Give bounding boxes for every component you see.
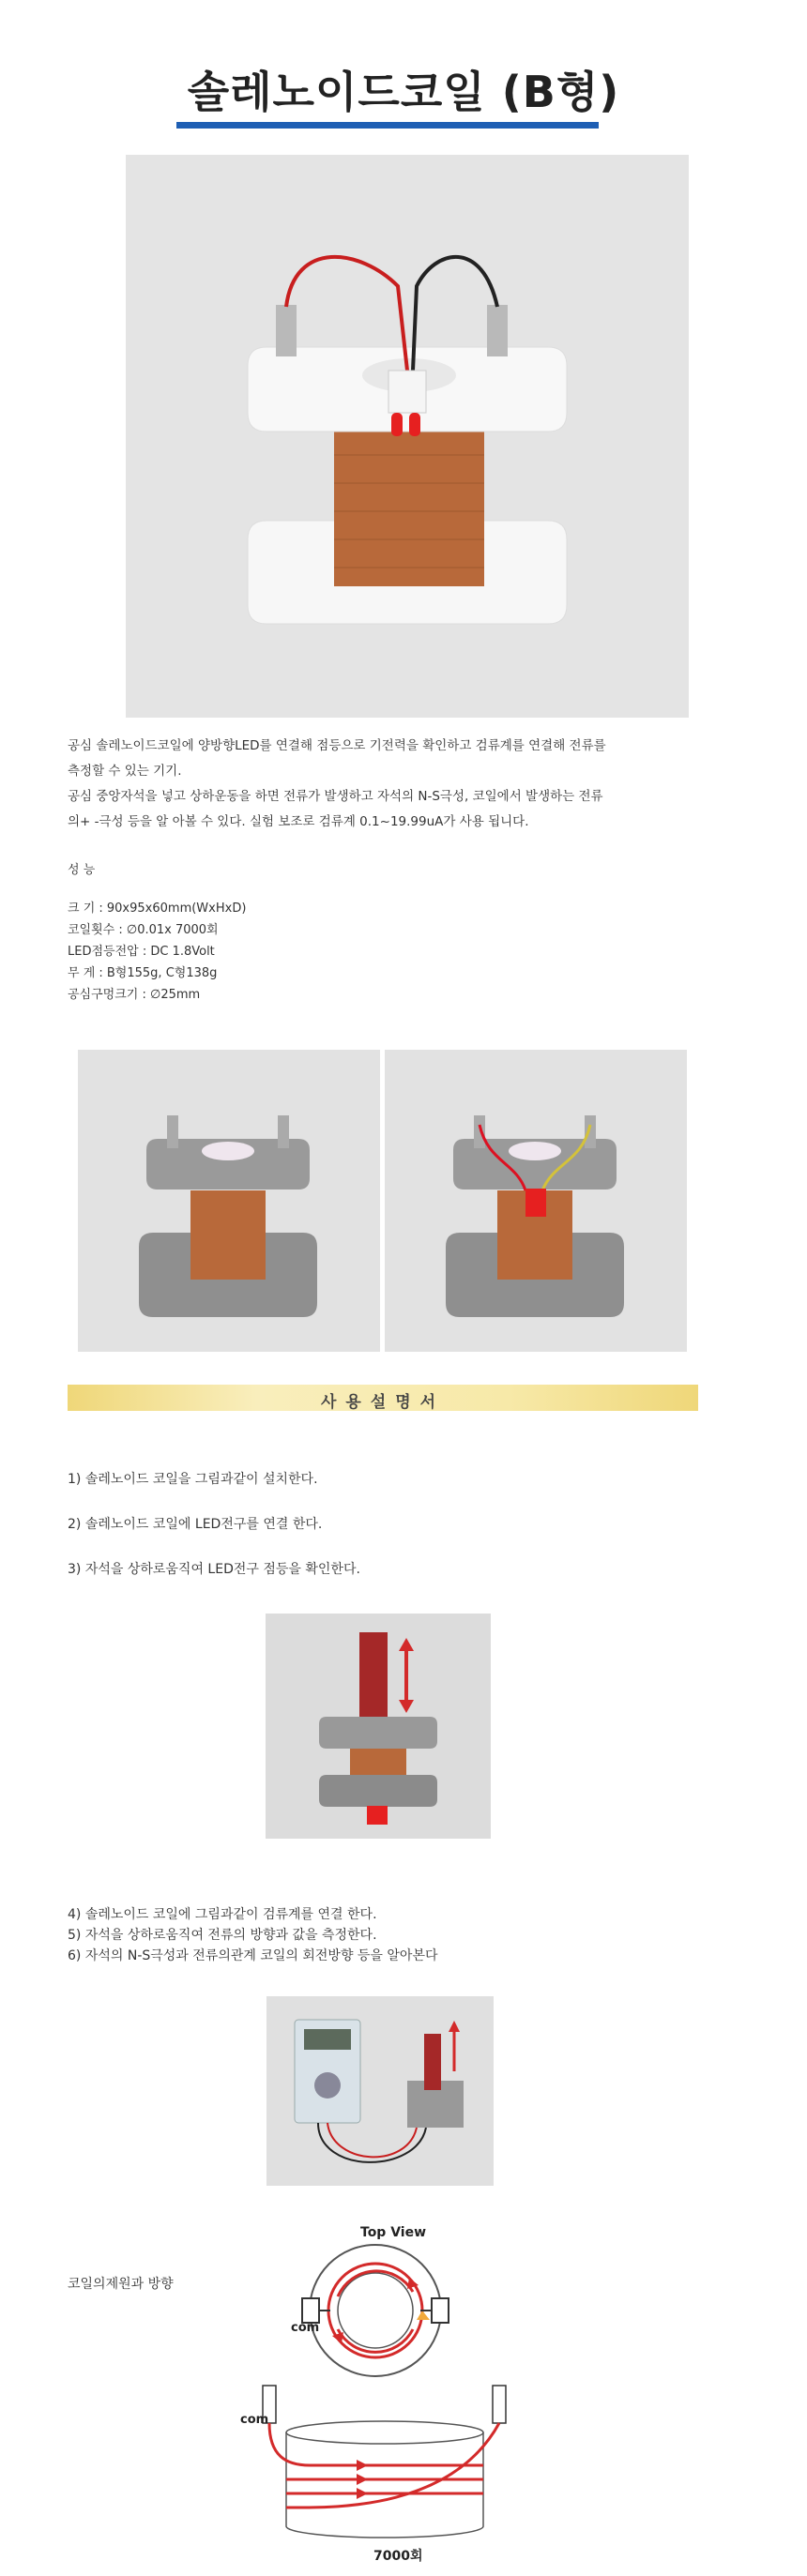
coil-diagram-caption: 코일의제원과 방향 xyxy=(68,2277,174,2292)
step-2: 2) 솔레노이드 코일에 LED전구를 연결 한다. xyxy=(68,1517,323,1532)
description xyxy=(68,734,706,835)
magnet-experiment-photo xyxy=(266,1614,491,1839)
step-4: 4) 솔레노이드 코일에 그림과같이 검류계를 연결 한다. xyxy=(68,1907,377,1922)
description-line: 측정할 수 있는 기기. xyxy=(68,764,182,779)
product-photo-left xyxy=(78,1050,380,1352)
step-3: 3) 자석을 상하로움직여 LED전구 점등을 확인한다. xyxy=(68,1562,360,1577)
step-6: 6) 자석의 N-S극성과 전류의관계 코일의 회전방향 등을 알아본다 xyxy=(68,1948,438,1963)
description-line: 공심 중앙자석을 넣고 상하운동을 하면 전류가 발생하고 자석의 N-S극성, 코일에서 발생하는 전류 xyxy=(68,789,603,804)
step-5: 5) 자석을 상하로움직여 전류의 방향과 값을 측정한다. xyxy=(68,1928,377,1943)
product-photo-main xyxy=(126,155,689,718)
com-label-top: com xyxy=(291,2321,320,2335)
turns-label: 7000회 xyxy=(373,2549,423,2564)
description-line: 공심 솔레노이드코일에 양방향LED를 연결해 점등으로 기전력을 확인하고 검류계를 연결해 전류를 xyxy=(68,738,606,753)
title-underline xyxy=(176,122,599,129)
manual-banner-title: 사용설명서 xyxy=(320,1393,446,1412)
galvanometer-photo xyxy=(266,1996,494,2186)
specs-heading: 성 능 xyxy=(68,863,96,877)
coil-diagram xyxy=(225,2240,563,2559)
page-title: 솔레노이드코일 (B형) xyxy=(187,67,620,117)
specs-list xyxy=(68,898,246,1006)
spec-hole-size: 공심구멍크기 : ∅25mm xyxy=(68,988,201,1002)
description-line: 의+ -극성 등을 알 아볼 수 있다. 실험 보조로 검류계 0.1~19.99uA가 사용 됩니다. xyxy=(68,814,529,829)
spec-size: 크 기 : 90x95x60mm(WxHxD) xyxy=(68,902,247,916)
step-1: 1) 솔레노이드 코일을 그림과같이 설치한다. xyxy=(68,1472,318,1487)
manual-banner xyxy=(68,1385,698,1411)
spec-turns: 코일횟수 : ∅0.01x 7000회 xyxy=(68,923,219,937)
spec-weight: 무 게 : B형155g, C형138g xyxy=(68,966,218,980)
top-view-title: Top View xyxy=(360,2225,427,2240)
com-label-side: com xyxy=(240,2413,269,2427)
spec-led-voltage: LED점등전압 : DC 1.8Volt xyxy=(68,945,215,959)
product-photo-right xyxy=(385,1050,687,1352)
